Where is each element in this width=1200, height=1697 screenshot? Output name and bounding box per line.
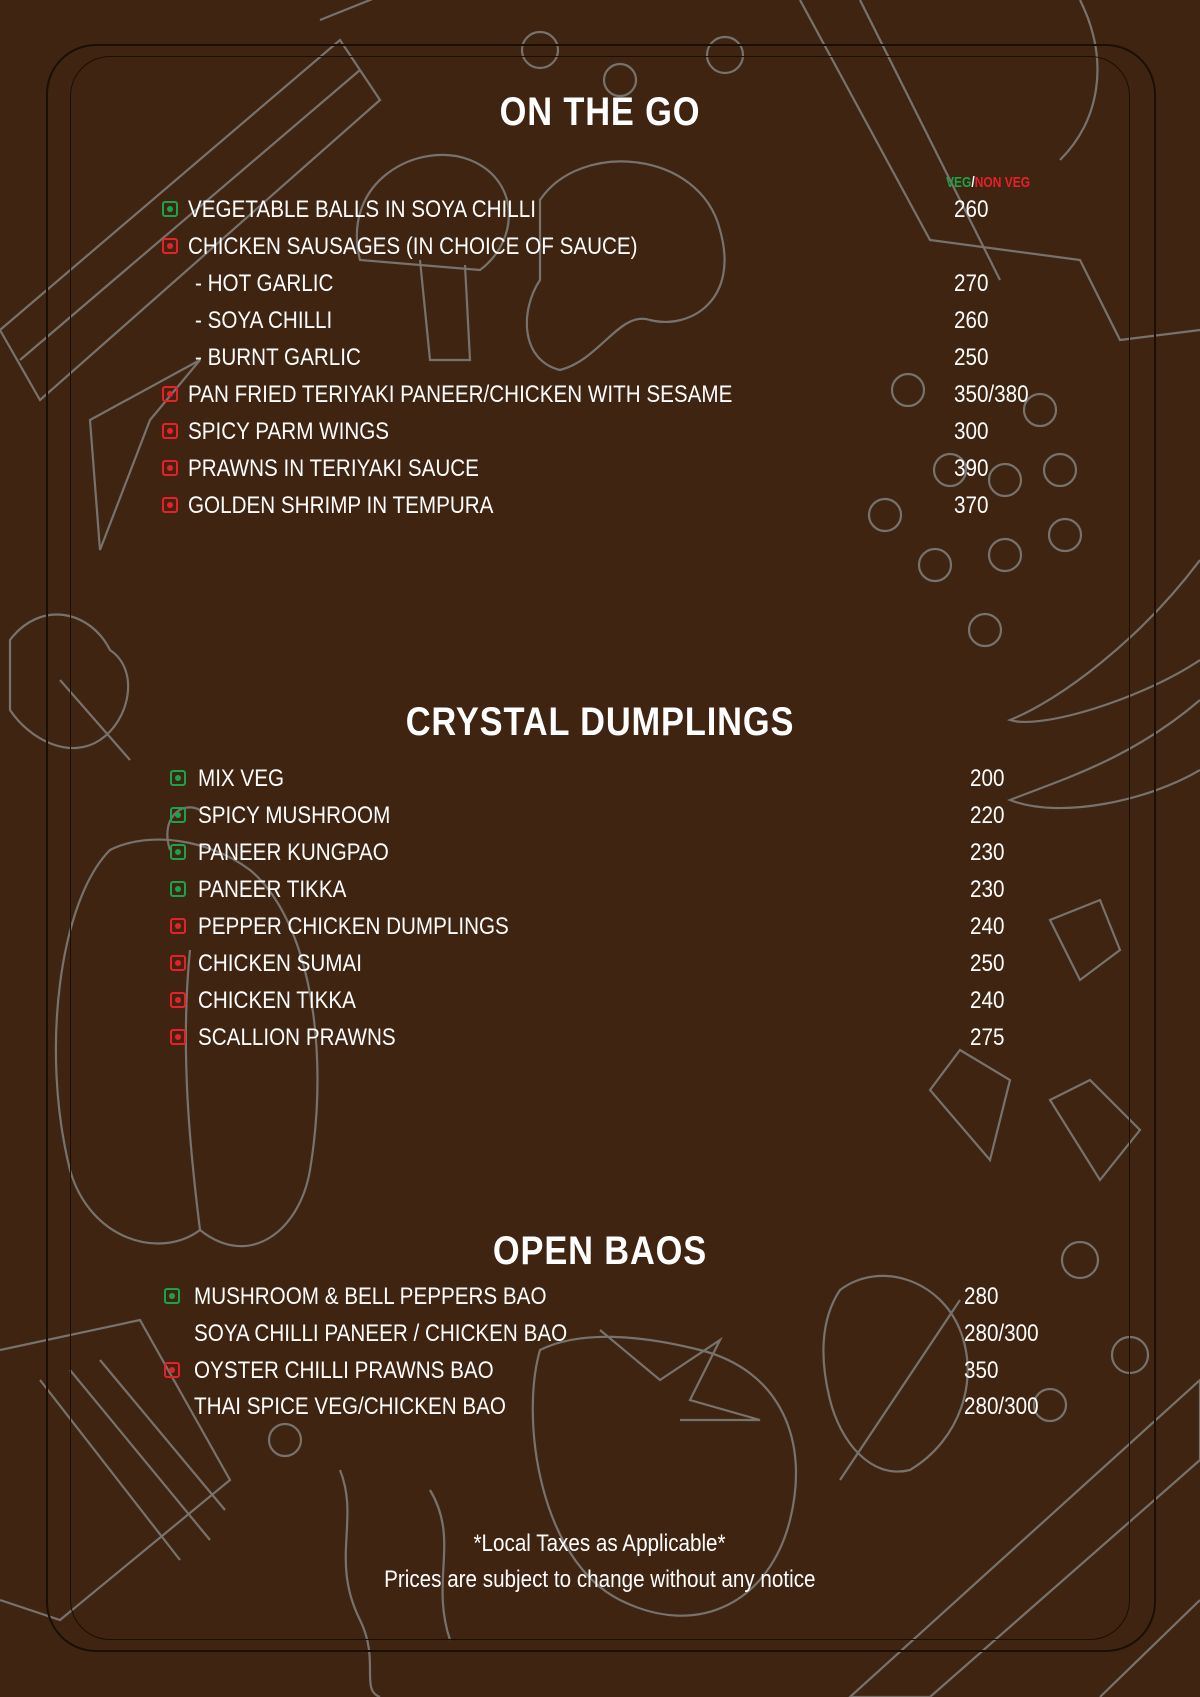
item-price: 250 [954,344,989,371]
item-price: 280/300 [964,1393,1039,1420]
item-name: CHICKEN SAUSAGES (IN CHOICE OF SAUCE) [188,233,638,260]
nonveg-icon [170,918,186,934]
item-name: SCALLION PRAWNS [198,1024,396,1051]
footer-line-prices: Prices are subject to change without any notice [384,1566,816,1593]
item-name: CHICKEN TIKKA [198,987,356,1014]
item-name: - BURNT GARLIC [195,344,361,371]
veg-icon [170,807,186,823]
item-name: PANEER TIKKA [198,876,347,903]
item-price: 350 [964,1357,999,1384]
nonveg-icon [162,460,178,476]
nonveg-icon [170,1029,186,1045]
nonveg-icon [162,238,178,254]
veg-icon [170,881,186,897]
veg-nonveg-legend [946,174,1030,191]
footer-taxes-note [0,1530,1200,1558]
item-price: 220 [970,802,1005,829]
nonveg-icon [164,1362,180,1378]
item-name: PRAWNS IN TERIYAKI SAUCE [188,455,479,482]
item-price: 280 [964,1283,999,1310]
legend-nonveg: NON VEG [974,174,1031,191]
section-title-crystal-dumplings: CRYSTAL DUMPLINGS [405,700,795,744]
item-price: 230 [970,876,1005,903]
item-name: GOLDEN SHRIMP IN TEMPURA [188,492,494,519]
item-name: OYSTER CHILLI PRAWNS BAO [194,1357,494,1384]
item-name: PANEER KUNGPAO [198,839,389,866]
legend-slash: / [971,174,975,191]
item-price: 370 [954,492,989,519]
veg-icon [170,844,186,860]
item-price: 260 [954,196,989,223]
nonveg-icon [162,497,178,513]
item-price: 250 [970,950,1005,977]
veg-icon [162,201,178,217]
section-title-open-baos: OPEN BAOS [492,1229,708,1273]
item-price: 280/300 [964,1320,1039,1347]
item-price: 240 [970,913,1005,940]
nonveg-icon [162,423,178,439]
footer-price-note [0,1566,1200,1594]
section-title-on-the-go: ON THE GO [499,90,701,134]
item-price: 275 [970,1024,1005,1051]
item-price: 230 [970,839,1005,866]
nonveg-icon [170,992,186,1008]
item-price: 240 [970,987,1005,1014]
item-name: PAN FRIED TERIYAKI PANEER/CHICKEN WITH SESAME [188,381,733,408]
item-name: SOYA CHILLI PANEER / CHICKEN BAO [194,1320,568,1347]
item-name: - SOYA CHILLI [195,307,333,334]
footer-line-taxes: *Local Taxes as Applicable* [473,1530,727,1557]
item-price: 300 [954,418,989,445]
item-price: 260 [954,307,989,334]
item-name: VEGETABLE BALLS IN SOYA CHILLI [188,196,536,223]
item-name: PEPPER CHICKEN DUMPLINGS [198,913,509,940]
item-name: MUSHROOM & BELL PEPPERS BAO [194,1283,547,1310]
item-name: CHICKEN SUMAI [198,950,362,977]
item-name: MIX VEG [198,765,285,792]
veg-icon [164,1288,180,1304]
item-name: SPICY MUSHROOM [198,802,391,829]
nonveg-icon [170,955,186,971]
item-name: THAI SPICE VEG/CHICKEN BAO [194,1393,506,1420]
item-name: SPICY PARM WINGS [188,418,390,445]
item-price: 390 [954,455,989,482]
veg-icon [170,770,186,786]
nonveg-icon [162,386,178,402]
item-price: 350/380 [954,381,1029,408]
item-name: - HOT GARLIC [195,270,334,297]
legend-veg: VEG [946,174,972,191]
item-price: 200 [970,765,1005,792]
item-price: 270 [954,270,989,297]
